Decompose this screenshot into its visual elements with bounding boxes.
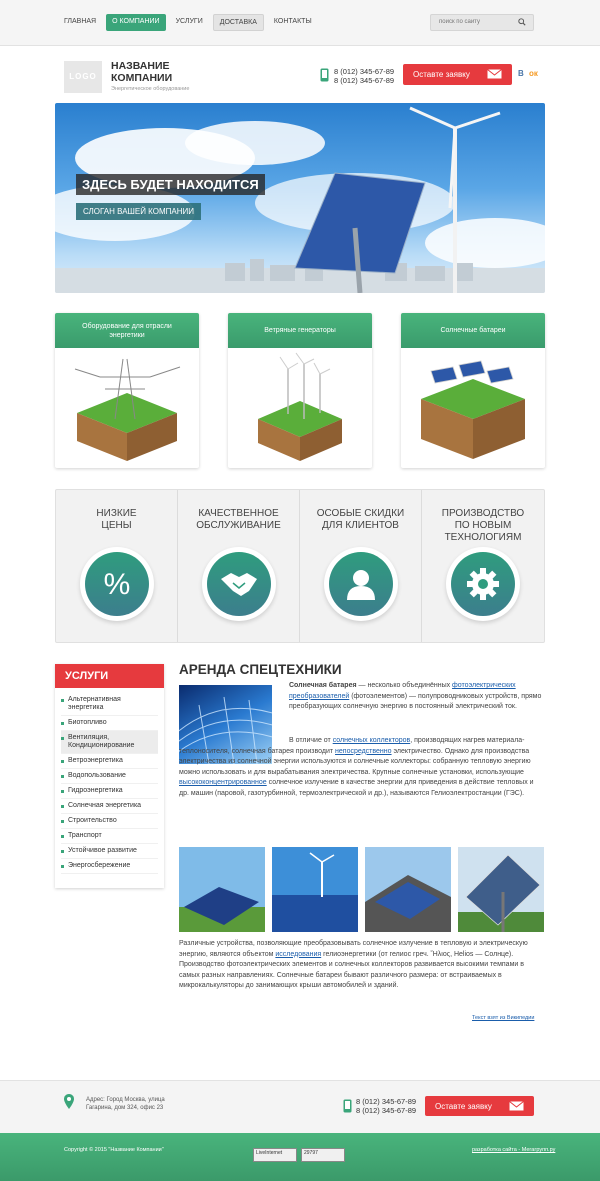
text-span: гелиоэнергетики (от гелиос греч. Ἥλιος, Helios — Солнце). Производство фотоэлектрических элементов и солнечных коллекторов развивается высокими темпами в самых разных направлениях. Солнечные батареи бывают различного размера: от встраиваемых в микрокалькуляторы до занимающих крыши автомобилей и зданий.	[179, 950, 524, 989]
page-title: АРЕНДА СПЕЦТЕХНИКИ	[179, 662, 342, 677]
footer-request-button[interactable]	[425, 1096, 534, 1116]
feature-item	[422, 490, 544, 642]
search-box	[430, 14, 534, 31]
percent-icon	[100, 567, 134, 601]
footer-address	[86, 1096, 196, 1112]
gallery-image[interactable]	[365, 847, 451, 932]
phone-number[interactable]: 8 (012) 345-67-89	[334, 67, 395, 76]
logo[interactable]: LOGO	[64, 61, 102, 93]
mail-icon	[487, 69, 502, 79]
nav-item-home[interactable]: ГЛАВНАЯ	[64, 18, 97, 25]
company-name-line2: КОМПАНИИ	[111, 72, 173, 84]
text-link[interactable]: непосредственно	[335, 747, 392, 755]
feature-title-line: НИЗКИЕ	[96, 508, 137, 519]
sidebar-item[interactable]: Солнечная энергетика	[61, 799, 158, 814]
nav-item-contacts[interactable]: КОНТАКТЫ	[273, 18, 312, 25]
text-span: электричество. Однако для производства электричества из солнечной энергии используются и солнечные коллекторы: собранную тепловую энергию можно использовать и для вырабатывания электричества. Крупные солнечные установки, использующие	[179, 747, 531, 776]
services-sidebar	[55, 664, 164, 888]
phone-icon	[320, 68, 329, 82]
company-name	[111, 60, 172, 84]
hero-banner	[55, 103, 545, 293]
sidebar-item[interactable]: Устойчивое развитие	[61, 844, 158, 859]
feature-title-line: ТЕХНОЛОГИЯМ	[444, 532, 522, 543]
feature-title-line: ДЛЯ КЛИЕНТОВ	[322, 520, 399, 531]
vk-icon[interactable]: В	[518, 69, 524, 78]
main-nav	[58, 14, 318, 31]
person-icon	[343, 566, 379, 602]
mail-icon	[509, 1101, 524, 1111]
copyright: Copyright © 2015 "Название Компании"	[64, 1147, 164, 1153]
bottom-bar	[0, 1133, 600, 1181]
feature-item	[56, 490, 178, 642]
ok-icon[interactable]: ок	[529, 69, 538, 78]
card-title: Солнечные батареи	[401, 313, 545, 348]
gallery-image[interactable]	[179, 847, 265, 932]
nav-item-services[interactable]: УСЛУГИ	[175, 18, 203, 25]
gear-icon	[465, 566, 501, 602]
address-line: Гагарина, дом 324, офис 23	[86, 1105, 164, 1111]
text-link[interactable]: солнечных коллекторов	[332, 737, 411, 744]
category-card[interactable]	[228, 313, 372, 468]
wind-generator-image	[228, 349, 372, 467]
sidebar-item[interactable]: Гидроэнергетика	[61, 784, 158, 799]
visit-counter[interactable]: 29797	[301, 1148, 345, 1162]
sidebar-list	[55, 688, 164, 874]
feature-title-line: ОБСЛУЖИВАНИЕ	[196, 520, 281, 531]
card-title: Ветряные генераторы	[228, 313, 372, 348]
text-span: , производящих нагрев материала-теплоносителя, солнечная батарея производит	[179, 737, 525, 755]
sidebar-item[interactable]: Вентиляция, Кондиционирование	[61, 731, 158, 754]
gallery-image[interactable]	[458, 847, 544, 932]
feature-item	[300, 490, 422, 642]
sidebar-item[interactable]: Строительство	[61, 814, 158, 829]
sidebar-item[interactable]: Ветроэнергетика	[61, 754, 158, 769]
text-link[interactable]: исследования	[275, 950, 322, 958]
hero-title: ЗДЕСЬ БУДЕТ НАХОДИТСЯ	[76, 174, 265, 195]
paragraph	[289, 681, 544, 713]
hero-image	[55, 103, 545, 293]
company-name-line1: НАЗВАНИЕ	[111, 60, 170, 72]
feature-circle	[202, 547, 276, 621]
nav-item-delivery[interactable]: ДОСТАВКА	[213, 14, 264, 31]
sidebar-title: УСЛУГИ	[55, 664, 164, 688]
text-span: — несколько объединённых	[356, 682, 453, 689]
wikipedia-link[interactable]: Текст взят из Википедии	[472, 1015, 535, 1021]
paragraph	[179, 736, 544, 799]
feature-circle	[324, 547, 398, 621]
sidebar-item[interactable]: Биотопливо	[61, 716, 158, 731]
gallery-image[interactable]	[272, 847, 358, 932]
company-tagline: Энергетическое оборудование	[111, 86, 190, 92]
category-card[interactable]	[55, 313, 199, 468]
sidebar-item[interactable]: Водопользование	[61, 769, 158, 784]
card-title: Оборудование для отрасли энергетики	[55, 313, 199, 348]
power-tower-image	[55, 349, 199, 467]
feature-title	[422, 508, 544, 544]
phone-number[interactable]: 8 (012) 345-67-89	[356, 1106, 417, 1115]
feature-title-line: ОСОБЫЕ СКИДКИ	[316, 508, 405, 519]
nav-item-about[interactable]: О КОМПАНИИ	[106, 14, 165, 31]
term-bold: Солнечная батарея	[289, 682, 357, 689]
developer-link[interactable]: разработка сайта - Мегагрупп.ру	[472, 1147, 556, 1153]
footer-phones	[356, 1097, 416, 1115]
location-pin-icon	[64, 1094, 74, 1109]
svg-text:%: %	[103, 568, 131, 601]
feature-title	[178, 508, 299, 532]
feature-circle	[80, 547, 154, 621]
header-phones	[334, 67, 394, 85]
text-span: В отличие от	[289, 737, 333, 744]
feature-circle	[446, 547, 520, 621]
feature-title-line: ПРОИЗВОДСТВО	[441, 508, 525, 519]
feature-title-line: ЦЕНЫ	[101, 520, 132, 531]
feature-title-line: КАЧЕСТВЕННОЕ	[198, 508, 279, 519]
feature-item	[178, 490, 300, 642]
visit-counter[interactable]: LiveInternet	[253, 1148, 297, 1162]
text-span: (фотоэлементов) — полупроводниковых устройств, прямо преобразующих солнечную энергию в постоянный электрический ток.	[289, 692, 542, 710]
category-card[interactable]	[401, 313, 545, 468]
features-block	[55, 489, 545, 643]
text-span: солнечное излучение в качестве энергии для приведения в действие тепловых и др. машин (паровой, газотурбинной, термоэлектрической и др.), называются Гелиоэлектростанции (ГЭС).	[179, 779, 534, 797]
request-button-label: Оставте заявку	[435, 1101, 492, 1111]
solar-panel-image	[401, 349, 545, 467]
text-span: Различные устройства, позволяющие преобразовывать солнечное излучение в тепловую и электрическую энергию, являются объектом	[179, 940, 528, 958]
address-line: Адрес: Город Москва, улица	[86, 1097, 165, 1103]
phone-number[interactable]: 8 (012) 345-67-89	[334, 76, 395, 85]
hero-slogan: СЛОГАН ВАШЕЙ КОМПАНИИ	[76, 203, 201, 220]
search-icon[interactable]	[518, 18, 526, 26]
sidebar-item[interactable]: Транспорт	[61, 829, 158, 844]
sidebar-item[interactable]: Энергосбережение	[61, 859, 158, 874]
sidebar-item[interactable]: Альтернативная энергетика	[61, 693, 158, 716]
request-button[interactable]	[403, 64, 512, 85]
request-button-label: Оставте заявку	[413, 70, 470, 79]
feature-title	[56, 508, 177, 532]
paragraph	[179, 939, 544, 992]
phone-icon	[343, 1099, 352, 1113]
text-link[interactable]: фотоэлектрических преобразователей	[289, 682, 516, 700]
text-link[interactable]: высококонцентрированное	[179, 779, 267, 786]
handshake-icon	[219, 569, 259, 599]
feature-title	[300, 508, 421, 532]
feature-title-line: ПО НОВЫМ	[454, 520, 512, 531]
phone-number[interactable]: 8 (012) 345-67-89	[356, 1097, 417, 1106]
search-input[interactable]	[431, 15, 511, 29]
